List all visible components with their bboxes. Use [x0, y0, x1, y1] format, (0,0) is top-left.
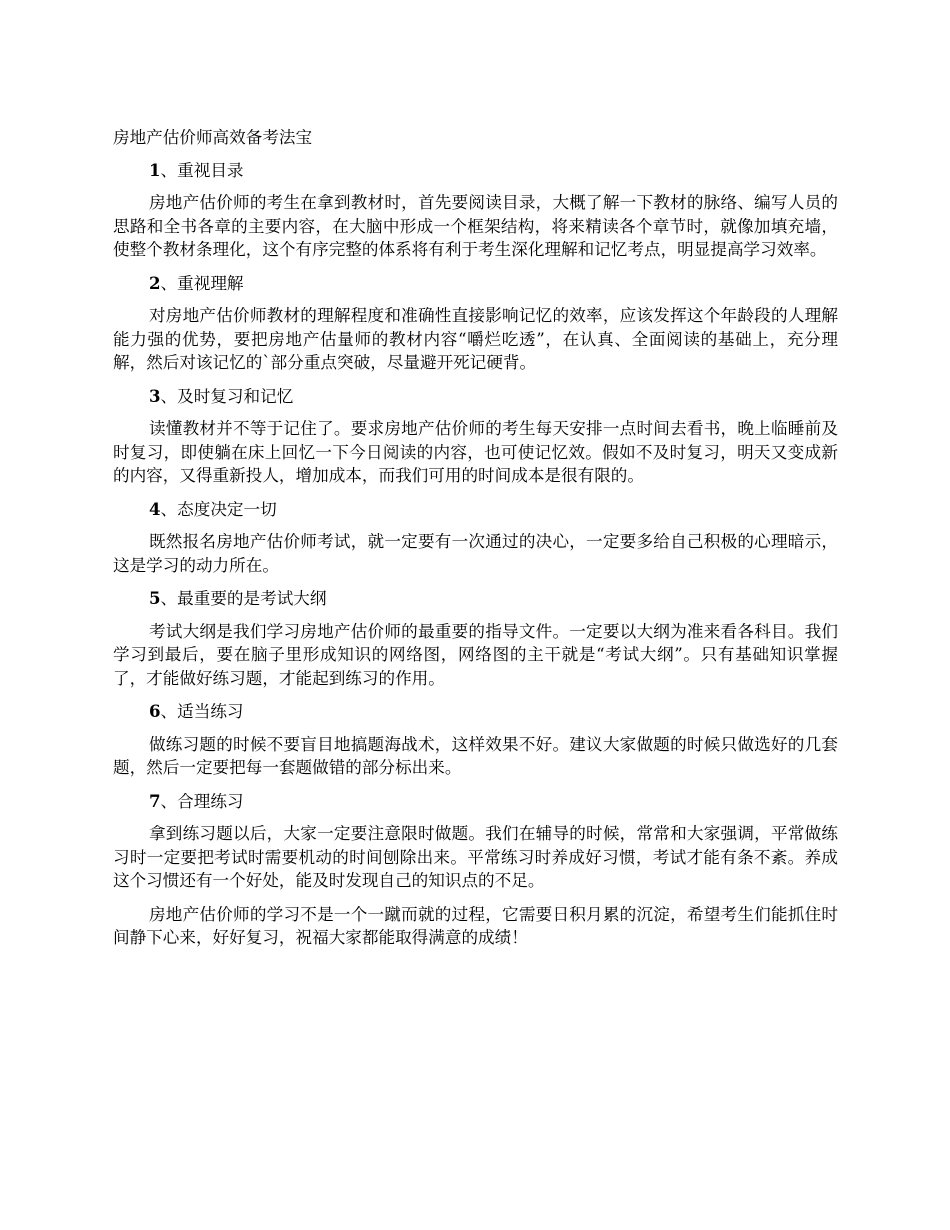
section-number: 1 — [149, 159, 161, 180]
section-4 — [113, 498, 838, 578]
section-1 — [113, 159, 838, 262]
section-body: 考试大纲是我们学习房地产估价师的最重要的指导文件。一定要以大纲为准来看各科目。我们学习到最后，要在脑子里形成知识的网络图，网络图的主干就是“考试大纲”。只有基础知识掌握了，才能做好练习题，才能起到练习的作用。 — [113, 621, 838, 688]
section-number: 5 — [149, 588, 161, 608]
section-number: 4 — [149, 498, 161, 519]
section-heading-text: 、态度决定一切 — [160, 499, 277, 519]
section-body: 房地产估价师的考生在拿到教材时，首先要阅读目录，大概了解一下教材的脉络、编写人员的思路和全书各章的主要内容，在大脑中形成一个框架结构，将来精读各个章节时，就像加填充墙，使整个教材条理化，这个有序完整的体系将有利于考生深化理解和记忆考点，明显提高学习效率。 — [113, 193, 838, 259]
document-page — [113, 126, 838, 960]
section-heading — [113, 498, 838, 522]
section-number: 2 — [149, 272, 161, 293]
section-5 — [113, 587, 838, 690]
document-title: 房地产估价师高效备考法宝 — [113, 128, 313, 147]
section-body: 既然报名房地产估价师考试，就一定要有一次通过的决心，一定要多给自己积极的心理暗示，这是学习的动力所在。 — [113, 532, 838, 575]
section-heading-text: 、合理练习 — [160, 791, 244, 811]
section-heading — [113, 385, 838, 409]
section-body: 做练习题的时候不要盲目地搞题海战术，这样效果不好。建议大家做题的时候只做选好的几套题，然后一定要把每一套题做错的部分标出来。 — [113, 734, 838, 777]
section-heading-text: 、及时复习和记忆 — [160, 386, 294, 406]
section-heading — [113, 272, 838, 296]
section-heading-text: 、重视理解 — [160, 273, 244, 293]
section-number: 6 — [149, 701, 161, 721]
section-heading — [113, 790, 838, 814]
section-heading-text: 、最重要的是考试大纲 — [160, 589, 327, 608]
section-3 — [113, 385, 838, 488]
section-heading-text: 、重视目录 — [160, 160, 244, 180]
section-heading-text: 、适当练习 — [160, 702, 244, 721]
section-heading — [113, 700, 838, 724]
section-body: 读懂教材并不等于记住了。要求房地产估价师的考生每天安排一点时间去看书，晚上临睡前及时复习，即使躺在床上回忆一下今日阅读的内容，也可使记忆效。假如不及时复习，明天又变成新的内容，又得重新投人，增加成本，而我们可用的时间成本是很有限的。 — [113, 419, 838, 485]
section-2 — [113, 272, 838, 375]
section-body: 对房地产估价师教材的理解程度和准确性直接影响记忆的效率，应该发挥这个年龄段的人理解能力强的优势，要把房地产估量师的教材内容“嚼烂吃透”，在认真、全面阅读的基础上，充分理解，然后对该记忆的`部分重点突破，尽量避开死记硬背。 — [113, 306, 838, 372]
section-body: 拿到练习题以后，大家一定要注意限时做题。我们在辅导的时候，常常和大家强调，平常做练习时一定要把考试时需要机动的时间刨除出来。平常练习时养成好习惯，考试才能有条不紊。养成这个习惯还有一个好处，能及时发现自己的知识点的不足。 — [113, 824, 838, 890]
section-heading — [113, 159, 838, 183]
section-6 — [113, 700, 838, 780]
section-7 — [113, 790, 838, 893]
section-heading — [113, 587, 838, 611]
section-number: 7 — [149, 790, 161, 811]
closing-paragraph: 房地产估价师的学习不是一个一蹴而就的过程，它需要日积月累的沉淀，希望考生们能抓住时间静下心来，好好复习，祝福大家都能取得满意的成绩！ — [113, 904, 838, 947]
section-number: 3 — [149, 385, 161, 406]
